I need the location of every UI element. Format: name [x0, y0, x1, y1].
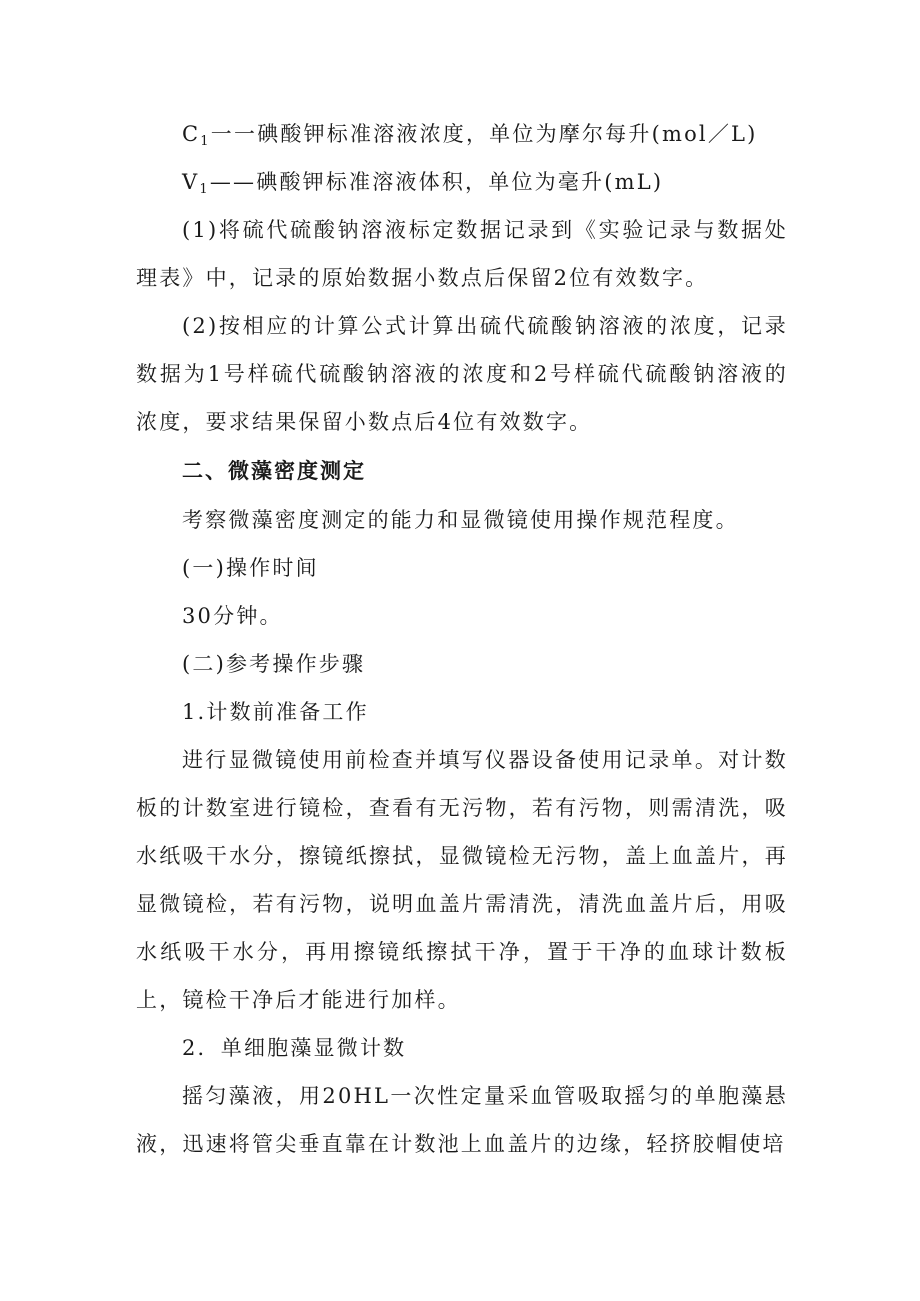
subscript-1: 1 — [199, 182, 210, 197]
definition-v1-text: ——碘酸钾标准溶液体积，单位为毫升(mL) — [209, 170, 664, 194]
section-intro: 考察微藻密度测定的能力和显微镜使用操作规范程度。 — [182, 508, 739, 532]
step2-paragraph: 摇匀藻液，用20HL一次性定量采血管吸取摇匀的单胞藻悬液，迅速将管尖垂直靠在计数池上血盖片的边缘，轻挤胶帽使培 — [136, 1084, 788, 1156]
step1-paragraph: 进行显微镜使用前检查并填写仪器设备使用记录单。对计数板的计数室进行镜检，查看有无污物，若有污物，则需清洗，吸水纸吸干水分，擦镜纸擦拭，显微镜检无污物，盖上血盖片，再显微镜检，若有污物，说明血盖片需清洗，清洗血盖片后，用吸水纸吸干水分，再用擦镜纸擦拭干净，置于干净的血球计数板上，镜检干净后才能进行加样。 — [136, 748, 788, 1012]
definition-c1-text: 一一碘酸钾标准溶液浓度，单位为摩尔每升(mol／L) — [210, 122, 758, 146]
definition-v1 — [136, 158, 788, 206]
paragraph-calc-concentration: (2)按相应的计算公式计算出硫代硫酸钠溶液的浓度，记录数据为1号样硫代硫酸钠溶液的浓度和2号样硫代硫酸钠溶液的浓度，要求结果保留小数点后4位有效数字。 — [136, 314, 788, 434]
definition-c1 — [136, 110, 788, 158]
subscript-1: 1 — [200, 134, 211, 149]
section-heading: 二、微藻密度测定 — [182, 459, 366, 483]
symbol-c: C — [182, 122, 201, 146]
subheading-operation-time: (一)操作时间 — [182, 556, 319, 580]
operation-time-value: 30分钟。 — [182, 604, 283, 628]
step1-heading: 1.计数前准备工作 — [182, 700, 369, 724]
symbol-v: V — [182, 170, 200, 194]
document-body — [136, 110, 788, 1168]
step2-heading: 2．单细胞藻显微计数 — [182, 1036, 407, 1060]
paragraph-record-data: (1)将硫代硫酸钠溶液标定数据记录到《实验记录与数据处理表》中，记录的原始数据小数点后保留2位有效数字。 — [136, 218, 788, 290]
subheading-reference-steps: (二)参考操作步骤 — [182, 652, 366, 676]
